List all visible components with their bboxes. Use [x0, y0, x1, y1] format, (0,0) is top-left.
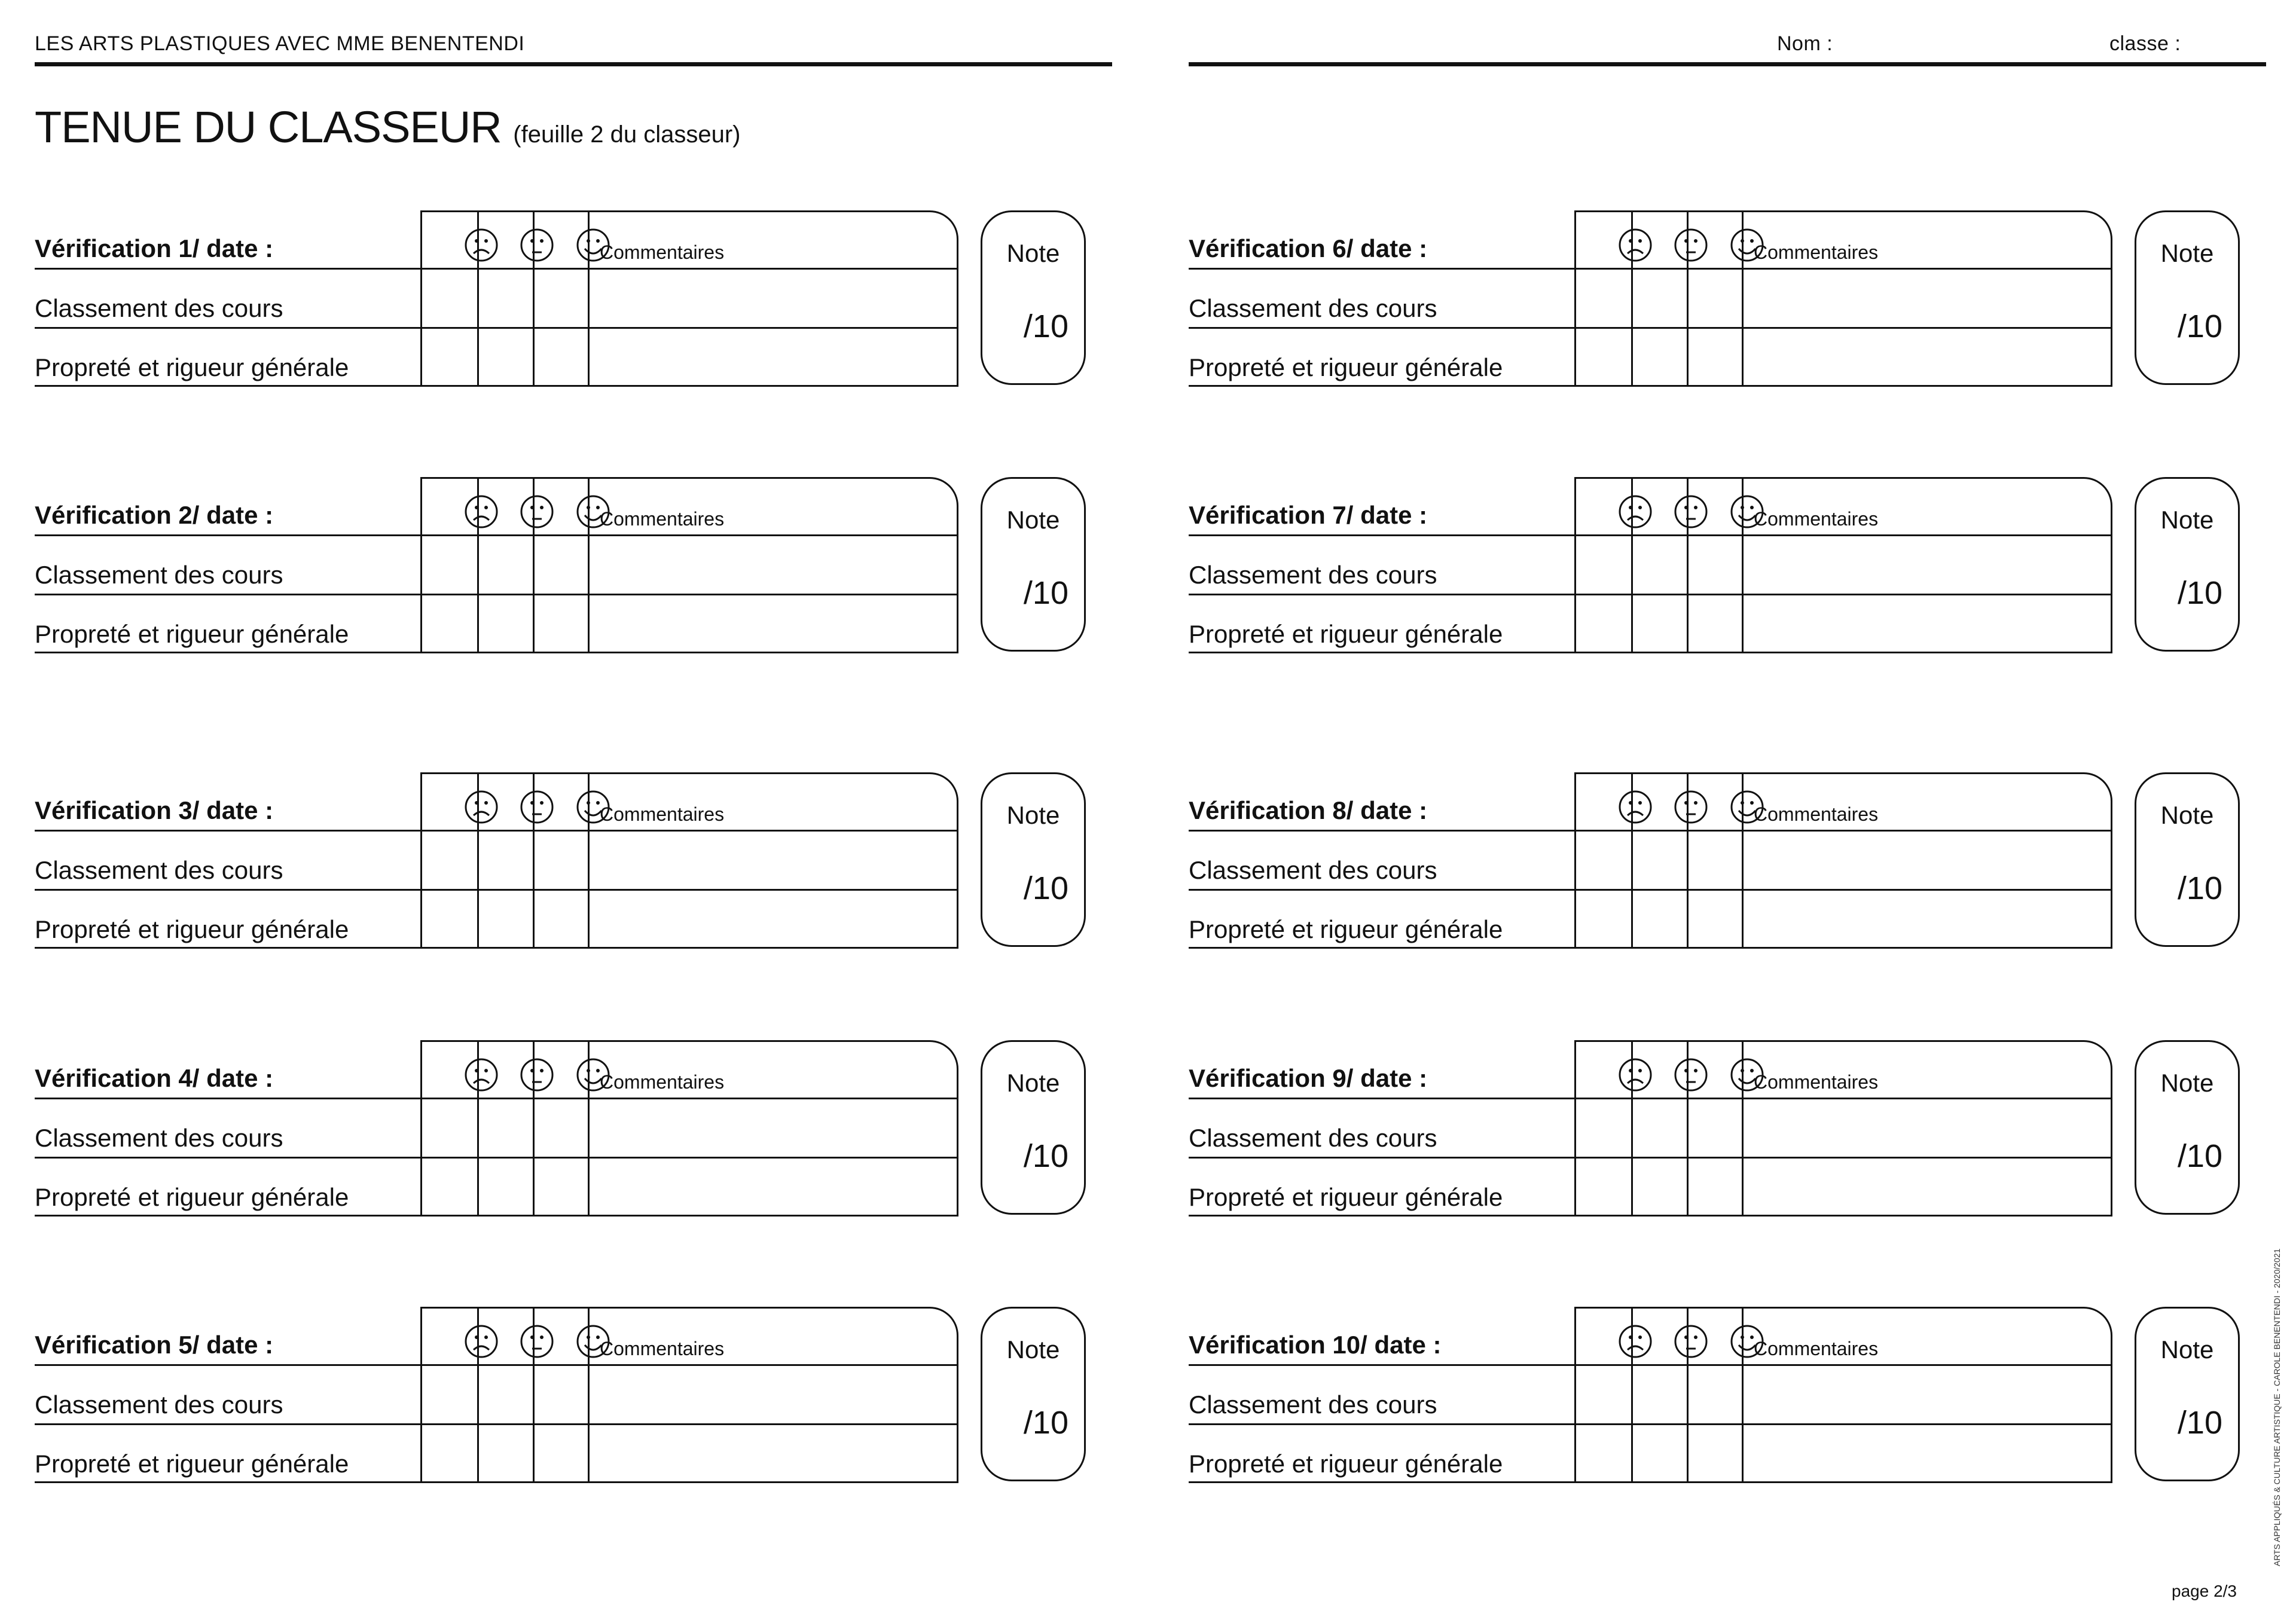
rating-cell[interactable]: [1689, 891, 1742, 947]
verification-title: Vérification 1/ date :: [35, 234, 274, 262]
rating-cell[interactable]: [1576, 329, 1631, 385]
rating-cell[interactable]: [1689, 1366, 1742, 1423]
comments-label: Commentaires: [1754, 508, 1879, 530]
row-label-classement: Classement des cours: [35, 856, 283, 884]
column-divider: [957, 1343, 958, 1483]
rating-cell[interactable]: [1689, 536, 1742, 594]
row-label-classement: Classement des cours: [1189, 294, 1437, 322]
sad-face-icon: [1617, 227, 1653, 263]
rating-cell[interactable]: [422, 1366, 477, 1423]
comment-field[interactable]: [1744, 270, 2111, 327]
neutral-face-icon: [519, 1057, 555, 1093]
note-box[interactable]: [2135, 1307, 2240, 1481]
rating-cell[interactable]: [535, 832, 588, 889]
page-title-main: TENUE DU CLASSEUR: [35, 102, 502, 152]
rating-cell[interactable]: [422, 1425, 477, 1481]
rating-cell[interactable]: [422, 270, 477, 327]
row-rule: [35, 385, 958, 387]
rating-cell[interactable]: [1633, 1366, 1687, 1423]
name-label: Nom :: [1777, 32, 1833, 55]
rating-cell[interactable]: [479, 270, 533, 327]
sad-face-icon: [463, 1057, 499, 1093]
header-left-text: LES ARTS PLASTIQUES AVEC MME BENENTENDI: [35, 32, 525, 55]
row-label-classement: Classement des cours: [1189, 1124, 1437, 1152]
verification-card: [35, 210, 1099, 387]
row-label-classement: Classement des cours: [1189, 1390, 1437, 1419]
rating-cell[interactable]: [479, 1366, 533, 1423]
rating-cell[interactable]: [422, 329, 477, 385]
rating-cell[interactable]: [535, 270, 588, 327]
rating-cell[interactable]: [422, 832, 477, 889]
row-label-proprete: Propreté et rigueur générale: [35, 353, 349, 381]
comments-label: Commentaires: [600, 803, 725, 825]
rating-cell[interactable]: [1576, 536, 1631, 594]
neutral-face-icon: [1673, 789, 1709, 825]
neutral-face-icon: [1673, 1324, 1709, 1359]
row-rule: [1189, 652, 2112, 653]
verification-card: [35, 772, 1099, 949]
rating-cell[interactable]: [422, 536, 477, 594]
verification-card: [1189, 210, 2253, 387]
rating-cell[interactable]: [479, 329, 533, 385]
column-divider: [2111, 1343, 2112, 1483]
side-note: ARTS APPLIQUÉS & CULTURE ARTISTIQUE - CAROLE BENENTENDI - 2020/2021: [2272, 1248, 2282, 1566]
rating-cell[interactable]: [1576, 1425, 1631, 1481]
note-label: Note: [1006, 1335, 1060, 1364]
row-label-proprete: Propreté et rigueur générale: [35, 915, 349, 943]
rating-cell[interactable]: [535, 891, 588, 947]
comments-label: Commentaires: [600, 508, 725, 530]
header-rule-right: [1189, 62, 2266, 66]
sad-face-icon: [463, 227, 499, 263]
row-rule: [35, 1215, 958, 1217]
note-score: /10: [2177, 870, 2222, 906]
rating-cell[interactable]: [535, 1366, 588, 1423]
column-divider: [957, 246, 958, 387]
note-score: /10: [1023, 1405, 1068, 1441]
comment-field[interactable]: [1744, 832, 2111, 889]
note-score: /10: [1023, 870, 1068, 906]
neutral-face-icon: [1673, 1057, 1709, 1093]
column-divider: [2111, 808, 2112, 949]
sad-face-icon: [1617, 1057, 1653, 1093]
rating-cell[interactable]: [1633, 270, 1687, 327]
row-label-proprete: Propreté et rigueur générale: [1189, 1183, 1503, 1211]
column-divider: [2111, 1076, 2112, 1217]
row-rule: [35, 652, 958, 653]
comment-field[interactable]: [1744, 1159, 2111, 1215]
column-divider: [957, 513, 958, 653]
verification-card: [35, 1040, 1099, 1217]
rating-cell[interactable]: [479, 1425, 533, 1481]
rating-cell[interactable]: [1689, 1159, 1742, 1215]
row-label-proprete: Propreté et rigueur générale: [1189, 1450, 1503, 1478]
rating-cell[interactable]: [479, 832, 533, 889]
comment-field[interactable]: [1744, 1425, 2111, 1481]
row-label-proprete: Propreté et rigueur générale: [35, 1450, 349, 1478]
rating-cell[interactable]: [535, 1099, 588, 1157]
row-label-classement: Classement des cours: [35, 1124, 283, 1152]
rating-cell[interactable]: [1689, 329, 1742, 385]
note-score: /10: [1023, 1138, 1068, 1174]
sad-face-icon: [463, 494, 499, 530]
note-label: Note: [1006, 1069, 1060, 1097]
row-rule: [1189, 385, 2112, 387]
note-box[interactable]: [981, 1040, 1086, 1215]
comments-label: Commentaires: [1754, 803, 1879, 825]
note-box[interactable]: [981, 477, 1086, 652]
neutral-face-icon: [519, 1324, 555, 1359]
rating-cell[interactable]: [1633, 832, 1687, 889]
note-box[interactable]: [2135, 210, 2240, 385]
note-score: /10: [2177, 1138, 2222, 1174]
rating-cell[interactable]: [1576, 595, 1631, 652]
class-label: classe :: [2109, 32, 2181, 55]
neutral-face-icon: [1673, 227, 1709, 263]
rating-cell[interactable]: [1576, 270, 1631, 327]
page-title-sub: (feuille 2 du classeur): [513, 121, 741, 148]
rating-cell[interactable]: [479, 1159, 533, 1215]
column-divider: [2111, 246, 2112, 387]
note-score: /10: [2177, 1405, 2222, 1441]
rating-cell[interactable]: [1633, 1425, 1687, 1481]
verification-card: [1189, 1307, 2253, 1484]
rating-cell[interactable]: [1633, 1099, 1687, 1157]
comment-field[interactable]: [590, 1366, 957, 1423]
comments-label: Commentaires: [600, 1338, 725, 1359]
rating-cell[interactable]: [1633, 891, 1687, 947]
verification-card: [1189, 1040, 2253, 1217]
rating-cell[interactable]: [1689, 270, 1742, 327]
rating-cell[interactable]: [1576, 891, 1631, 947]
rating-cell[interactable]: [1689, 832, 1742, 889]
row-label-proprete: Propreté et rigueur générale: [35, 620, 349, 648]
rating-cell[interactable]: [535, 536, 588, 594]
sad-face-icon: [1617, 1324, 1653, 1359]
rating-cell[interactable]: [535, 329, 588, 385]
row-rule: [1189, 1481, 2112, 1483]
verification-title: Vérification 8/ date :: [1189, 796, 1428, 824]
rating-cell[interactable]: [535, 595, 588, 652]
column-divider: [957, 808, 958, 949]
verification-title: Vérification 3/ date :: [35, 796, 274, 824]
rating-cell[interactable]: [1576, 832, 1631, 889]
comment-field[interactable]: [590, 832, 957, 889]
rating-cell[interactable]: [479, 536, 533, 594]
note-label: Note: [2160, 1335, 2214, 1364]
verification-title: Vérification 9/ date :: [1189, 1064, 1428, 1092]
comments-label: Commentaires: [1754, 1338, 1879, 1359]
rating-cell[interactable]: [535, 1159, 588, 1215]
comment-field[interactable]: [590, 1159, 957, 1215]
rating-cell[interactable]: [1689, 595, 1742, 652]
comment-field[interactable]: [590, 595, 957, 652]
note-label: Note: [2160, 801, 2214, 829]
rating-cell[interactable]: [535, 1425, 588, 1481]
sad-face-icon: [1617, 494, 1653, 530]
rating-cell[interactable]: [422, 1159, 477, 1215]
neutral-face-icon: [519, 789, 555, 825]
header-rule-left: [35, 62, 1112, 66]
rating-cell[interactable]: [1576, 1366, 1631, 1423]
note-label: Note: [2160, 1069, 2214, 1097]
row-label-proprete: Propreté et rigueur générale: [1189, 915, 1503, 943]
note-label: Note: [2160, 506, 2214, 534]
verification-title: Vérification 4/ date :: [35, 1064, 274, 1092]
comment-field[interactable]: [590, 1425, 957, 1481]
comment-field[interactable]: [1744, 595, 2111, 652]
comment-field[interactable]: [1744, 1366, 2111, 1423]
note-box[interactable]: [981, 1307, 1086, 1481]
rating-cell[interactable]: [1576, 1159, 1631, 1215]
row-label-classement: Classement des cours: [35, 1390, 283, 1419]
neutral-face-icon: [519, 494, 555, 530]
rating-cell[interactable]: [1689, 1099, 1742, 1157]
sad-face-icon: [463, 1324, 499, 1359]
comments-label: Commentaires: [600, 1071, 725, 1093]
column-divider: [2111, 513, 2112, 653]
verification-card: [1189, 772, 2253, 949]
comment-field[interactable]: [590, 536, 957, 594]
row-label-classement: Classement des cours: [35, 294, 283, 322]
rating-cell[interactable]: [479, 891, 533, 947]
neutral-face-icon: [519, 227, 555, 263]
verification-title: Vérification 5/ date :: [35, 1331, 274, 1359]
note-score: /10: [1023, 575, 1068, 611]
verification-title: Vérification 7/ date :: [1189, 501, 1428, 529]
row-label-proprete: Propreté et rigueur générale: [1189, 620, 1503, 648]
comment-field[interactable]: [590, 1099, 957, 1157]
note-score: /10: [1023, 308, 1068, 344]
row-rule: [1189, 1215, 2112, 1217]
note-box[interactable]: [981, 210, 1086, 385]
note-box[interactable]: [981, 772, 1086, 947]
neutral-face-icon: [1673, 494, 1709, 530]
sad-face-icon: [1617, 789, 1653, 825]
comment-field[interactable]: [1744, 891, 2111, 947]
note-box[interactable]: [2135, 772, 2240, 947]
comment-field[interactable]: [590, 329, 957, 385]
verification-card: [35, 1307, 1099, 1484]
note-label: Note: [1006, 801, 1060, 829]
note-box[interactable]: [2135, 1040, 2240, 1215]
comment-field[interactable]: [1744, 536, 2111, 594]
row-rule: [35, 947, 958, 949]
rating-cell[interactable]: [1633, 595, 1687, 652]
verification-title: Vérification 6/ date :: [1189, 234, 1428, 262]
sad-face-icon: [463, 789, 499, 825]
note-label: Note: [1006, 239, 1060, 267]
note-box[interactable]: [2135, 477, 2240, 652]
page-title: [35, 102, 740, 152]
row-label-proprete: Propreté et rigueur générale: [1189, 353, 1503, 381]
row-label-classement: Classement des cours: [35, 561, 283, 589]
rating-cell[interactable]: [1576, 1099, 1631, 1157]
note-label: Note: [2160, 239, 2214, 267]
rating-cell[interactable]: [479, 1099, 533, 1157]
note-score: /10: [2177, 575, 2222, 611]
rating-cell[interactable]: [1689, 1425, 1742, 1481]
page-number: page 2/3: [2172, 1582, 2237, 1600]
verification-card: [1189, 477, 2253, 654]
verification-title: Vérification 2/ date :: [35, 501, 274, 529]
rating-cell[interactable]: [479, 595, 533, 652]
row-label-classement: Classement des cours: [1189, 856, 1437, 884]
note-label: Note: [1006, 506, 1060, 534]
row-rule: [1189, 947, 2112, 949]
row-rule: [35, 1481, 958, 1483]
comments-label: Commentaires: [600, 242, 725, 263]
rating-cell[interactable]: [422, 1099, 477, 1157]
verification-card: [35, 477, 1099, 654]
comment-field[interactable]: [590, 270, 957, 327]
comment-field[interactable]: [590, 891, 957, 947]
rating-cell[interactable]: [422, 891, 477, 947]
rating-cell[interactable]: [1633, 1159, 1687, 1215]
row-label-proprete: Propreté et rigueur générale: [35, 1183, 349, 1211]
comments-label: Commentaires: [1754, 242, 1879, 263]
rating-cell[interactable]: [1633, 536, 1687, 594]
comment-field[interactable]: [1744, 1099, 2111, 1157]
comment-field[interactable]: [1744, 329, 2111, 385]
rating-cell[interactable]: [1633, 329, 1687, 385]
row-label-classement: Classement des cours: [1189, 561, 1437, 589]
comments-label: Commentaires: [1754, 1071, 1879, 1093]
rating-cell[interactable]: [422, 595, 477, 652]
column-divider: [957, 1076, 958, 1217]
verification-title: Vérification 10/ date :: [1189, 1331, 1442, 1359]
note-score: /10: [2177, 308, 2222, 344]
